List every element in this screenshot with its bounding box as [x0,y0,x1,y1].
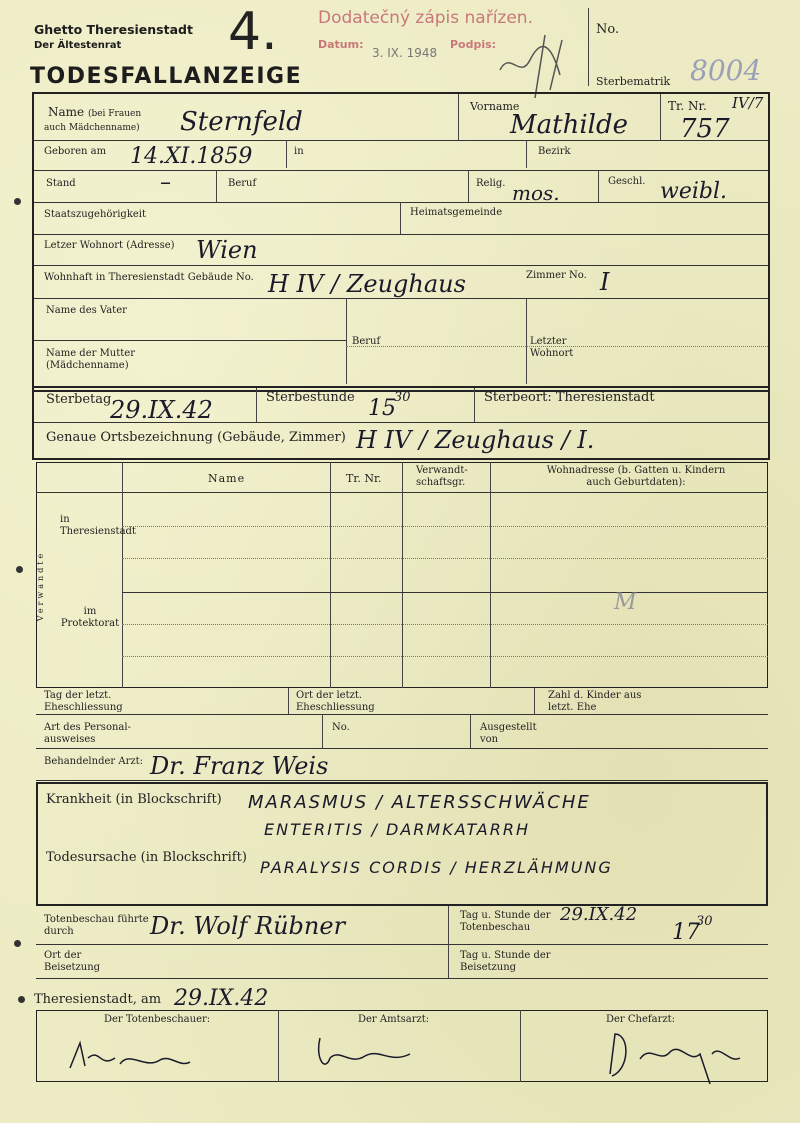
krankheit-label: Krankheit (in Blockschrift) [46,792,222,807]
zimmer-value: I [600,268,610,296]
divider [474,388,475,422]
divider [448,906,449,978]
staats-label: Staatszugehörigkeit [44,209,147,220]
divider [526,140,527,168]
name-value: Sternfeld [180,107,303,137]
divider [322,714,323,748]
row-line [34,202,768,203]
divider [470,714,471,748]
signature-chefarzt [600,1024,750,1094]
tag-stunde-totenbeschau-label: Tag u. Stunde der Totenbeschau [460,910,551,933]
relig-value: mos. [512,181,560,205]
mutter-label: Name der Mutter (Mädchenname) [46,348,135,371]
beisetzung-tag-label: Tag u. Stunde der Beisetzung [460,950,551,973]
ausweis-label: Art des Personal-ausweises [44,722,131,745]
stunde-totenbeschau-value: 17 [672,920,700,945]
tag-eheschliessung-label: Tag der letzt. Eheschliessung [44,690,123,713]
beruf2-label: Beruf [352,336,381,347]
ortsbez-label: Genaue Ortsbezeichnung (Gebäude, Zimmer) [46,430,346,445]
stamp-podpis-label: Podpis: [450,38,497,51]
punch-hole [14,198,21,205]
ausweis-no-label: No. [332,722,350,733]
vorname-value: Mathilde [510,110,628,140]
divider [402,462,403,688]
sterbematrik-label: Sterbematrik [596,75,671,88]
stand-value: – [160,170,171,195]
col-name: Name [208,472,246,485]
dotted-line [122,624,768,625]
wohnort-value: Wien [196,236,258,264]
row-line [36,714,768,715]
col-trnr: Tr. Nr. [346,472,382,485]
divider [598,170,599,202]
heimat-label: Heimatsgemeinde [410,207,503,218]
punch-hole [16,566,23,573]
stamp-line-1: Dodatečný zápis nařízen. [318,8,533,28]
row-line [34,265,768,266]
form-title: TODESFALLANZEIGE [30,64,303,89]
col-wohnadresse: Wohnadresse (b. Gatten u. Kindern auch Geburtdaten): [546,465,726,488]
divider [286,140,287,168]
stamp-signature [490,30,580,100]
org-line-1: Ghetto Theresienstadt [34,22,193,37]
divider [468,170,469,202]
name-label-2: auch Mädchenname) [44,123,140,133]
relatives-pencil-mark: M [614,590,637,615]
divider [526,298,527,384]
row-line [34,170,768,171]
row-line [36,780,768,781]
stamp-datum-label: Datum: [318,38,364,51]
dotted-line [122,656,768,657]
geboren-value: 14.XI.1859 [130,144,253,169]
stunde-totenbeschau-minutes: 30 [696,914,713,929]
divider [400,202,401,234]
place-date-value: 29.IX.42 [174,986,269,1011]
totenbeschau-value: Dr. Wolf Rübner [150,912,346,940]
signature-amtsarzt [310,1028,430,1078]
krankheit-line-1: MARASMUS / ALTERSSCHWÄCHE [248,792,591,813]
geschl-value: weibl. [660,179,727,204]
punch-hole [14,940,21,947]
sterbeort-label: Sterbeort: Theresienstadt [484,390,655,405]
trnr-value-top: IV/7 [732,94,764,112]
punch-hole [18,996,25,1003]
beisetzung-ort-label: Ort der Beisetzung [44,950,101,973]
vater-label: Name des Vater [46,305,127,316]
sterbetag-label: Sterbetag [46,392,112,407]
sterbestunde-minutes: 30 [394,390,411,405]
divider [490,462,491,688]
im-protektorat-label: im Protektorat [60,606,120,629]
wohnort-label: Letzer Wohnort (Adresse) [44,240,175,251]
sig-totenbeschauer-label: Der Totenbeschauer: [104,1014,211,1025]
in-label: in [294,146,304,157]
signature-totenbeschauer [60,1028,200,1088]
org-line-2: Der Ältestenrat [34,40,122,51]
sig-chefarzt-label: Der Chefarzt: [606,1014,676,1025]
dotted-line [122,526,768,527]
ortsbez-value: H IV / Zeughaus / I. [356,426,595,454]
row-line [122,592,768,593]
geboren-label: Geboren am [44,146,107,157]
ursache-value: PARALYSIS CORDIS / HERZLÄHMUNG [260,858,613,877]
divider [660,94,661,140]
divider [288,688,289,714]
in-theresienstadt-label: in Theresienstadt [60,514,136,537]
trnr-label: Tr. Nr. [668,99,707,113]
sterbetag-value: 29.IX.42 [110,396,213,424]
no-label: No. [596,22,620,37]
sterbestunde-value: 15 [368,396,396,421]
bezirk-label: Bezirk [538,146,571,157]
name-label: Name (bei Frauen [48,105,142,119]
place-date-label: Theresienstadt, am [34,992,162,1007]
divider [122,462,123,688]
ort-eheschliessung-label: Ort der letzt. Eheschliessung [296,690,375,713]
row-line [36,978,768,979]
wohnhaft-label: Wohnhaft in Theresienstadt Gebäude No. [44,272,254,283]
ausgestellt-label: Ausgestellt von [480,722,537,745]
big-handwritten-number: 4. [228,2,278,62]
krankheit-line-2: ENTERITIS / DARMKATARRH [264,820,530,839]
sig-amtsarzt-label: Der Amtsarzt: [358,1014,430,1025]
divider [278,1010,279,1082]
vorname-label: Vorname [470,100,520,113]
stand-label: Stand [46,178,76,189]
row-line [34,140,768,141]
divider [256,388,257,422]
sterbematrik-value: 8004 [690,54,762,87]
divider [534,688,535,714]
row-line [34,298,768,299]
row-line [34,340,346,341]
wohnhaft-value: H IV / Zeughaus [268,270,466,298]
tag-stunde-totenbeschau-value: 29.IX.42 [560,904,638,925]
row-line [34,422,768,423]
relig-label: Relig. [476,178,506,189]
col-verwandt: Verwandt-schaftsgr. [416,465,468,488]
stamp-datum-value: 3. IX. 1948 [372,46,438,60]
zimmer-label: Zimmer No. [526,270,587,281]
trnr-value: 757 [680,114,730,144]
ursache-label: Todesursache (in Blockschrift) [46,850,247,865]
dotted-line [122,558,768,559]
letzter-wohnort-label: Letzter Wohnort [530,336,574,359]
divider [346,298,347,384]
arzt-label: Behandelnder Arzt: [44,756,144,767]
beruf-label: Beruf [228,178,257,189]
kinder-label: Zahl d. Kinder aus letzt. Ehe [548,690,642,713]
sterbestunde-label: Sterbestunde [266,390,355,405]
totenbeschau-label: Totenbeschau führte durch [44,914,149,937]
divider [458,94,459,140]
geschl-label: Geschl. [608,176,646,187]
arzt-value: Dr. Franz Weis [150,752,329,780]
divider [330,462,331,688]
divider [520,1010,521,1082]
row-line [36,748,768,749]
relatives-side-label: Verwandte [36,550,46,622]
divider [216,170,217,202]
header-divider [588,8,589,86]
row-line [34,234,768,235]
row-line [36,944,768,945]
